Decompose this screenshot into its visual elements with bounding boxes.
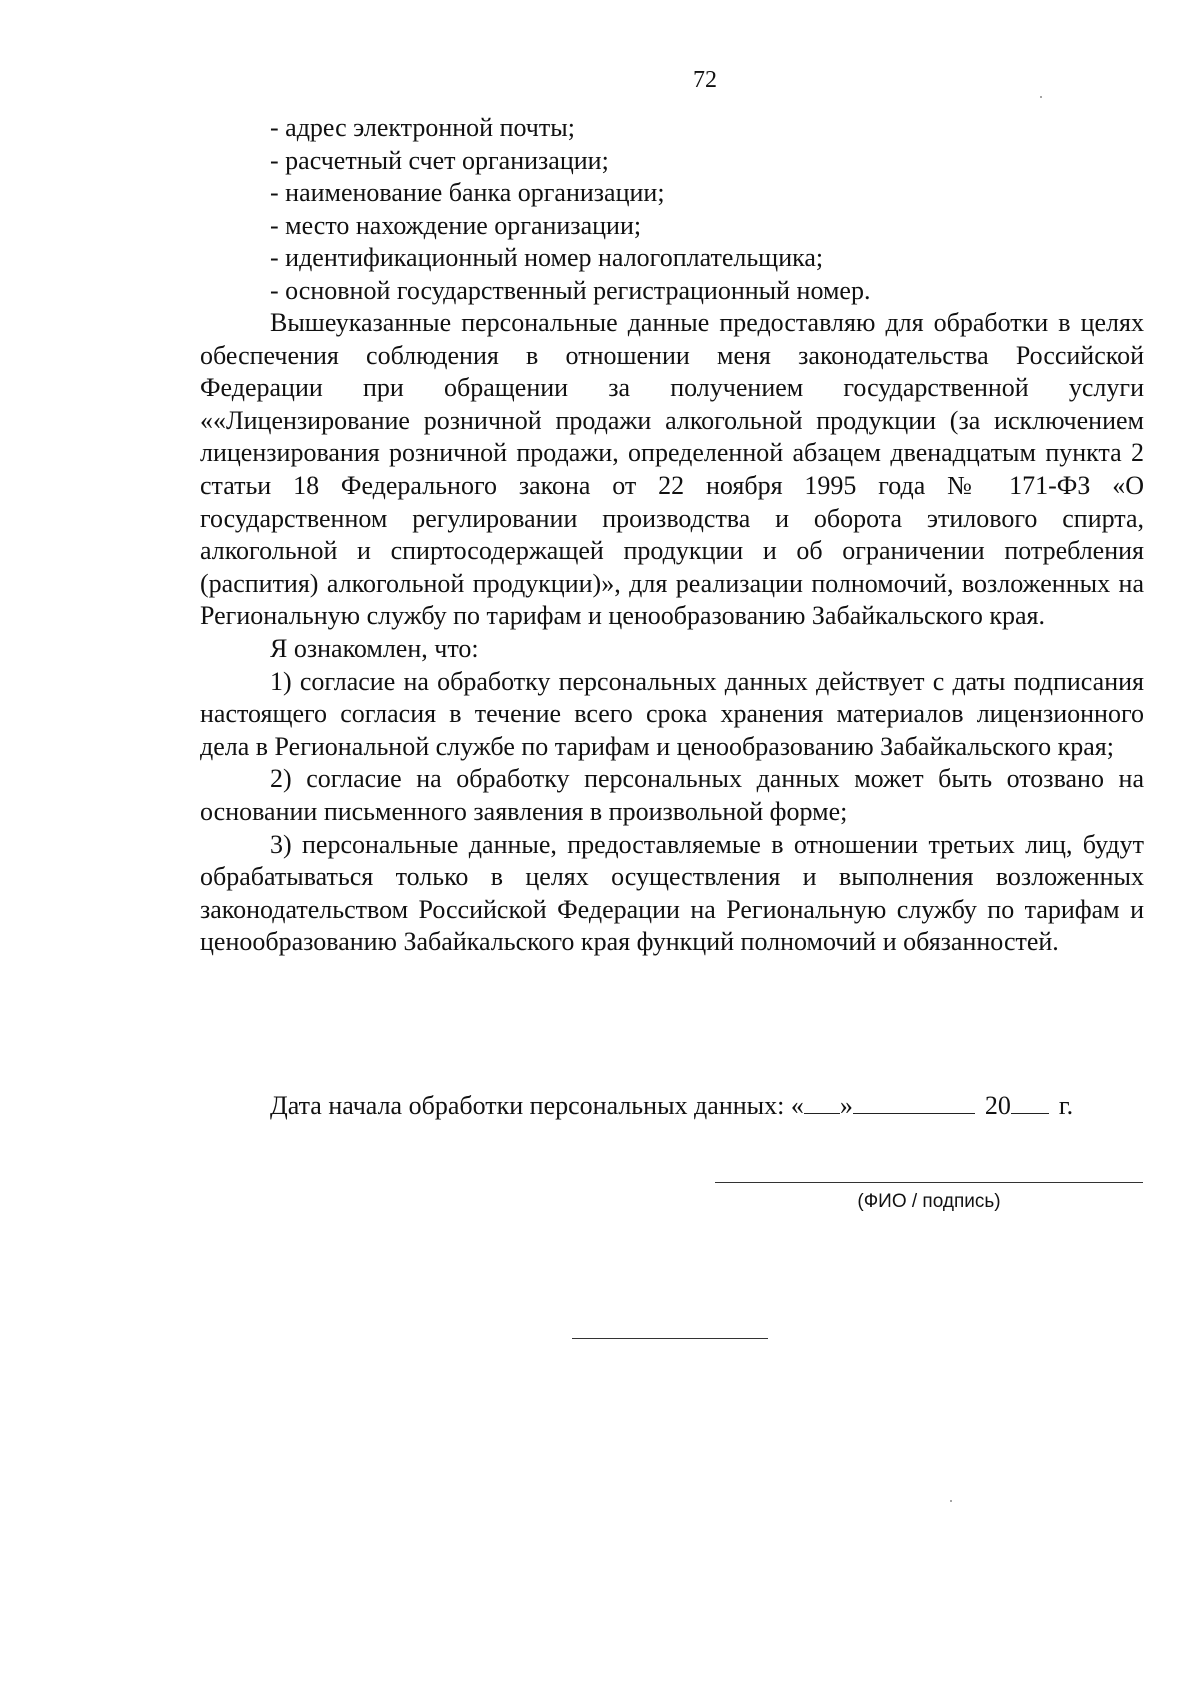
paragraph-term-1: 1) согласие на обработку персональных данных действует с даты подписания настоящего согласия в течение всего срока хранения материалов лицензионного дела в Региональной службе по тарифам и ценообразованию Забайкальского края; [200,666,1144,761]
list-item: - расчетный счет организации; [270,145,609,175]
end-divider [572,1338,768,1339]
date-label: Дата начала обработки персональных данных: « [270,1091,804,1120]
month-blank [853,1091,975,1114]
year-blank [1011,1091,1049,1114]
consent-body [200,307,1144,959]
list-item: - основной государственный регистрационный номер. [270,275,871,305]
scan-speck [950,1500,952,1502]
signature-line [715,1182,1143,1183]
paragraph-acknowledgement: Я ознакомлен, что: [270,633,479,663]
year-suffix: г. [1058,1091,1074,1120]
paragraph-purpose: Вышеуказанные персональные данные предоставляю для обработки в целях обеспечения соблюдения в отношении меня законодательства Российской Федерации при обращении за получением государственной услуги ««Лицензирование розничной продажи алкогольной продукции (за исключением лицензирования розничной продажи, определенной абзацем двенадцатым пункта 2 статьи 18 Федерального закона от 22 ноября 1995 года № 171-ФЗ «О государственном регулировании производства и оборота этилового спирта, алкогольной и спиртосодержащей продукции и об ограничении потребления (распития) алкогольной продукции)», для реализации полномочий, возложенных на Региональную службу по тарифам и ценообразованию Забайкальского края. [200,308,1144,631]
paragraph-term-3: 3) персональные данные, предоставляемые в отношении третьих лиц, будут обрабатываться только в целях осуществления и выполнения возложенных законодательством Российской Федерации на Региональную службу по тарифам и ценообразованию Забайкальского края функций полномочий и обязанностей. [200,829,1144,957]
list-item: - идентификационный номер налогоплательщика; [270,243,824,272]
year-prefix: 20 [984,1091,1011,1120]
list-item: - адрес электронной почты; [270,113,575,142]
personal-data-list [270,112,870,307]
scan-speck [1040,96,1042,98]
page-number: 72 [693,67,717,93]
list-item: - место нахождение организации; [270,210,642,240]
day-blank [804,1091,840,1114]
processing-start-date [270,1090,1144,1122]
paragraph-term-2: 2) согласие на обработку персональных данных может быть отозвано на основании письменного заявления в произвольной форме; [200,764,1144,826]
list-item: - наименование банка организации; [270,178,665,207]
signature-caption: (ФИО / подпись) [857,1191,1001,1212]
date-quote-close: » [839,1091,853,1120]
